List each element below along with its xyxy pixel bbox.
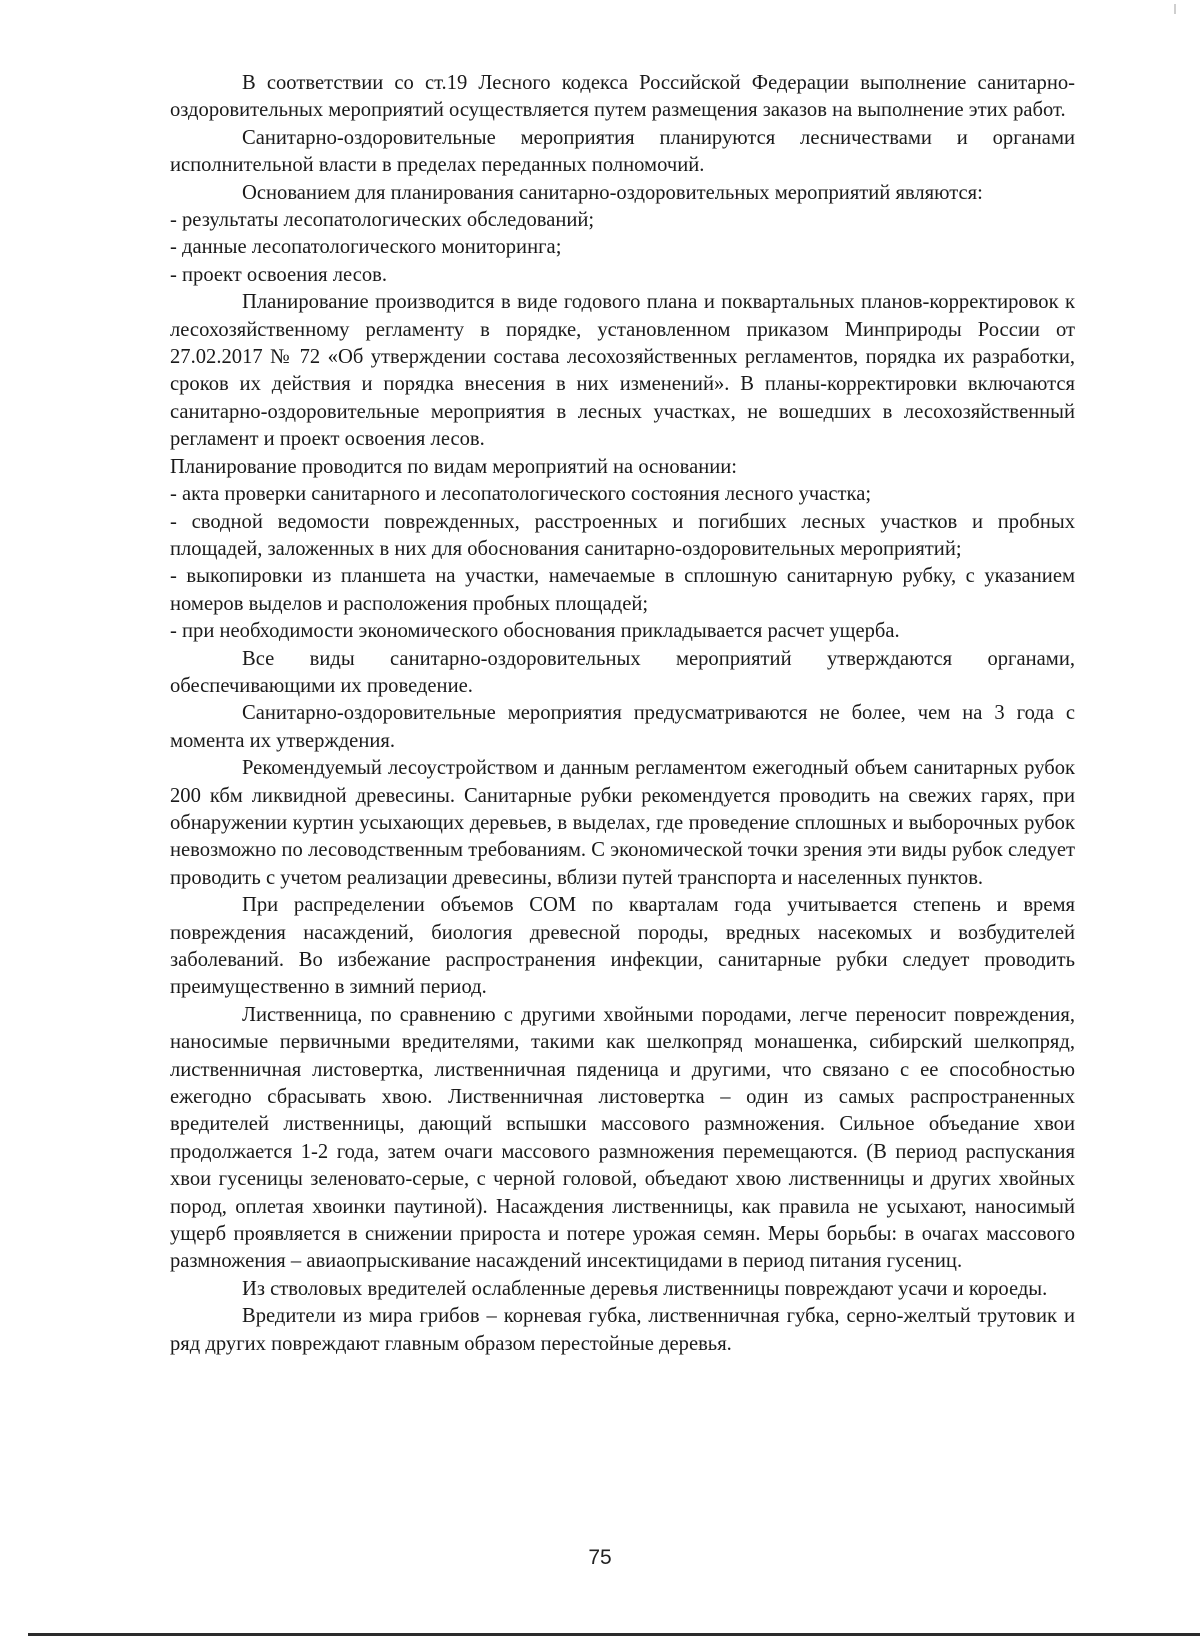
list-item: - выкопировки из планшета на участки, намечаемые в сплошную санитарную рубку, с указанием номеров выделов и расположения пробных площадей; bbox=[170, 565, 1075, 615]
list-item: Планирование проводится по видам мероприятий на основании: bbox=[170, 455, 737, 478]
body-paragraph: Санитарно-оздоровительные мероприятия планируются лесничествами и органами исполнительной власти в пределах переданных полномочий. bbox=[170, 126, 1075, 177]
list-item: - при необходимости экономического обоснования прикладывается расчет ущерба. bbox=[170, 620, 900, 643]
list-item: - результаты лесопатологических обследований; bbox=[170, 209, 595, 232]
body-paragraph: Из стволовых вредителей ослабленные деревья лиственницы повреждают усачи и короеды. bbox=[242, 1277, 1048, 1300]
bottom-rule-divider bbox=[28, 1633, 1200, 1636]
body-paragraph: Планирование производится в виде годового плана и поквартальных планов-корректировок к лесохозяйственному регламенту в порядке, установленном приказом Минприроды России от 27.02.2017 № 72 «Об утверждении состава лесохозяйственных регламентов, порядка их разработки, сроков их действия и порядка внесения в них изменений». В планы-корректировки включаются санитарно-оздоровительные мероприятия в лесных участках, не вошедших в лесохозяйственный регламент и проект освоения лесов. bbox=[170, 291, 1075, 451]
list-item: - акта проверки санитарного и лесопатологического состояния лесного участка; bbox=[170, 483, 872, 506]
list-item: - проект освоения лесов. bbox=[170, 263, 388, 286]
body-paragraph: Вредители из мира грибов – корневая губка, лиственничная губка, серно-желтый трутовик и ряд других повреждают главным образом перестойные деревья. bbox=[170, 1305, 1075, 1355]
list-item: - сводной ведомости поврежденных, расстроенных и погибших лесных участков и пробных площадей, заложенных в них для обоснования санитарно-оздоровительных мероприятий; bbox=[170, 510, 1075, 560]
body-paragraph: Рекомендуемый лесоустройством и данным регламентом ежегодный объем санитарных рубок 200 кбм ликвидной древесины. Санитарные рубки рекомендуется проводить на свежих гарях, при обнаружении куртин усыхающих деревьев, в выделах, где проведение сплошных и выборочных рубок невозможно по лесоводственным требованиям. С экономической точки зрения эти виды рубок следует проводить с учетом реализации древесины, вблизи путей транспорта и населенных пунктов. bbox=[170, 757, 1075, 889]
body-paragraph: В соответствии со ст.19 Лесного кодекса Российской Федерации выполнение санитарно-оздоровительных мероприятий осуществляется путем размещения заказов на выполнение этих работ. bbox=[170, 72, 1075, 122]
list-item: - данные лесопатологического мониторинга; bbox=[170, 236, 562, 259]
body-paragraph: Лиственница, по сравнению с другими хвойными породами, легче переносит повреждения, наносимые первичными вредителями, такими как шелкопряд монашенка, сибирский шелкопряд, лиственничная листовертка, лиственничная пяденица и другими, что связано с ее способностью ежегодно сбрасывать хвою. Лиственничная листовертка – один из самых распространенных вредителей лиственницы, дающий вспышки массового размножения. Сильное объедание хвои продолжается 1-2 года, затем очаги массового размножения перемещаются. (В период распускания хвои гусеницы зеленовато-серые, с черной головой, объедают хвою лиственницы и других хвойных пород, оплетая хвоинки паутиной). Насаждения лиственницы, как правила не усыхают, наносимый ущерб проявляется в снижении прироста и потере урожая семян. Меры борьбы: в очагах массового размножения – авиаопрыскивание насаждений инсектицидами в период питания гусениц. bbox=[170, 1003, 1075, 1273]
scan-artifact-mark bbox=[1174, 4, 1176, 14]
body-paragraph: При распределении объемов СОМ по кварталам года учитывается степень и время повреждения насаждений, биология древесной породы, вредных насекомых и возбудителей заболеваний. Во избежание распространения инфекции, санитарные рубки следует проводить преимущественно в зимний период. bbox=[170, 894, 1075, 999]
body-paragraph: Санитарно-оздоровительные мероприятия предусматриваются не более, чем на 3 года с момента их утверждения. bbox=[170, 702, 1075, 752]
document-body bbox=[170, 70, 1075, 1358]
body-paragraph: Все виды санитарно-оздоровительных мероприятий утверждаются органами, обеспечивающими их проведение. bbox=[170, 647, 1075, 697]
body-paragraph: Основанием для планирования санитарно-оздоровительных мероприятий являются: bbox=[242, 181, 983, 204]
page-number: 75 bbox=[588, 1546, 612, 1569]
